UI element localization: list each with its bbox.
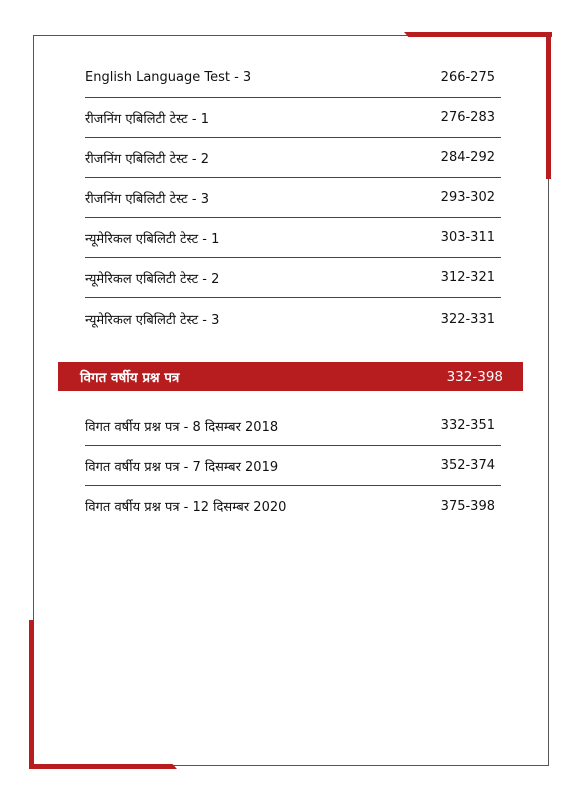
- toc-row[interactable]: [85, 98, 501, 138]
- corner-accent-bottom-vertical: [29, 620, 34, 768]
- toc-row[interactable]: [85, 178, 501, 218]
- toc-row-label: रीजनिंग एबिलिटी टेस्ट - 2: [85, 151, 209, 167]
- toc-row[interactable]: [85, 138, 501, 178]
- toc-row[interactable]: [85, 406, 501, 446]
- toc-row-label: विगत वर्षीय प्रश्न पत्र - 8 दिसम्बर 2018: [85, 419, 279, 435]
- toc-row-pages: 352-374: [440, 458, 495, 473]
- section-header[interactable]: [58, 362, 523, 391]
- toc-row-label: रीजनिंग एबिलिटी टेस्ट - 3: [85, 191, 209, 207]
- toc-row[interactable]: [85, 258, 501, 298]
- toc-row-pages: 322-331: [440, 311, 495, 327]
- toc-row-label: न्यूमेरिकल एबिलिटी टेस्ट - 1: [85, 231, 220, 247]
- corner-accent-bottom-horizontal: [29, 764, 177, 769]
- toc-row-pages: 276-283: [440, 110, 495, 125]
- toc-row-label: विगत वर्षीय प्रश्न पत्र - 7 दिसम्बर 2019: [85, 459, 279, 475]
- toc-row[interactable]: [85, 58, 501, 98]
- toc-row-pages: 266-275: [440, 70, 495, 85]
- section-title: विगत वर्षीय प्रश्न पत्र: [80, 369, 180, 386]
- toc-row-label: English Language Test - 3: [85, 70, 252, 85]
- corner-accent-top-horizontal: [404, 32, 552, 37]
- toc-row-pages: 303-311: [440, 230, 495, 245]
- toc-row-pages: 375-398: [440, 498, 495, 514]
- toc-row-pages: 284-292: [440, 150, 495, 165]
- toc-row-label: न्यूमेरिकल एबिलिटी टेस्ट - 3: [85, 313, 220, 328]
- toc-row[interactable]: [85, 486, 501, 526]
- section-pages: 332-398: [446, 368, 503, 385]
- toc-row[interactable]: [85, 299, 501, 339]
- toc-row[interactable]: [85, 446, 501, 486]
- toc-row-pages: 332-351: [440, 418, 495, 433]
- corner-accent-top-vertical: [546, 32, 551, 179]
- toc-row[interactable]: [85, 218, 501, 258]
- toc-row-label: न्यूमेरिकल एबिलिटी टेस्ट - 2: [85, 271, 220, 287]
- toc-row-label: रीजनिंग एबिलिटी टेस्ट - 1: [85, 111, 209, 127]
- toc-row-label: विगत वर्षीय प्रश्न पत्र - 12 दिसम्बर 2020: [85, 500, 287, 515]
- toc-row-pages: 293-302: [440, 190, 495, 205]
- toc-row-pages: 312-321: [440, 270, 495, 285]
